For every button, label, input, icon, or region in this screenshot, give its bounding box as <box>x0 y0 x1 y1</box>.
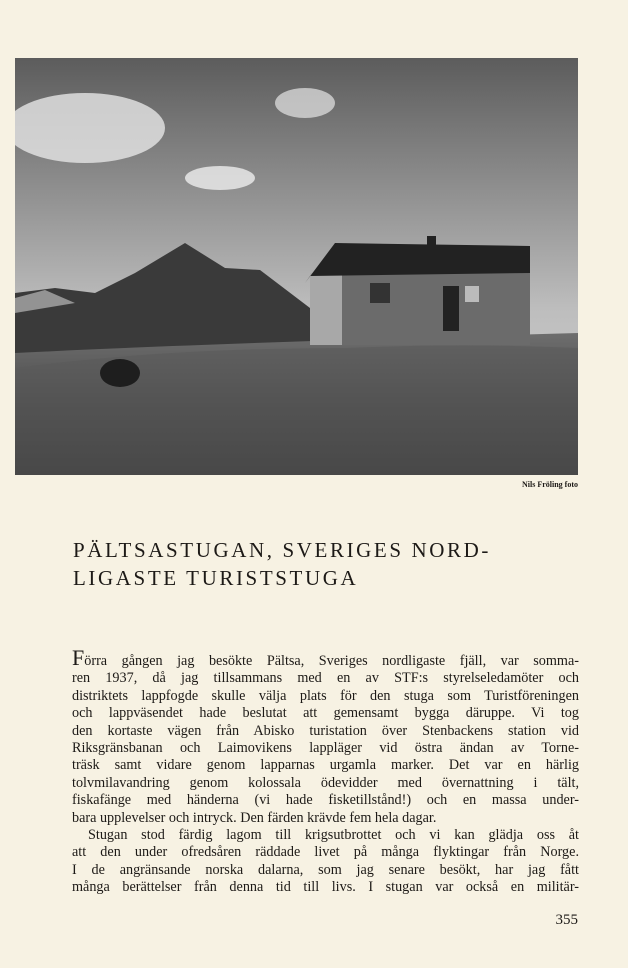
body-line: den kortaste vägen från Abisko turistation över Stenbackens station vid <box>72 722 579 739</box>
article-title-line-2: LIGASTE TURISTSTUGA <box>73 566 359 590</box>
body-line: träsk samt vidare genom lapparnas urgamla marker. Det var en härlig <box>72 757 579 774</box>
body-line-text: örra gången jag besökte Pältsa, Sveriges nordligaste fjäll, var somma- <box>84 653 579 669</box>
body-line: tolvmilavandring genom kolossala ödevidder med övernattning i tält, <box>72 774 579 791</box>
article-body <box>72 645 579 896</box>
drop-cap: F <box>72 645 85 670</box>
body-line <box>72 645 579 670</box>
body-line: många berättelser från denna tid till livs. I stugan var också en militär- <box>72 879 579 896</box>
photo-mountain-cabin <box>15 58 578 475</box>
body-line: att den under ofredsåren räddade livet på många flyktingar från Norge. <box>72 844 579 861</box>
body-line: fiskafänge med händerna (vi hade fisketillstånd!) och en massa under- <box>72 792 579 809</box>
page-number: 355 <box>555 912 578 928</box>
body-line: Riksgränsbanan och Laimovikens lappläger vid östra ändan av Torne- <box>72 739 579 756</box>
photo-credit: Nils Fröling foto <box>522 480 578 489</box>
article-title-line-1: PÄLTSASTUGAN, SVERIGES NORD- <box>73 538 491 562</box>
body-line: ren 1937, då jag tillsammans med en av STF:s styrelseledamöter och <box>72 670 579 687</box>
body-line: distriktets lappfogde skulle välja plats för den stuga som Turistföreningen <box>72 687 579 704</box>
body-line: och lappväsendet hade beslutat att gemensamt bygga däruppe. Vi tog <box>72 705 579 722</box>
body-line: bara upplevelser och intryck. Den färden krävde fem hela dagar. <box>72 809 437 826</box>
body-line: Stugan stod färdig lagom till krigsutbrottet och vi kan glädja oss åt <box>88 826 579 843</box>
body-line: I de angränsande norska dalarna, som jag senare besökt, har jag fått <box>72 861 579 878</box>
